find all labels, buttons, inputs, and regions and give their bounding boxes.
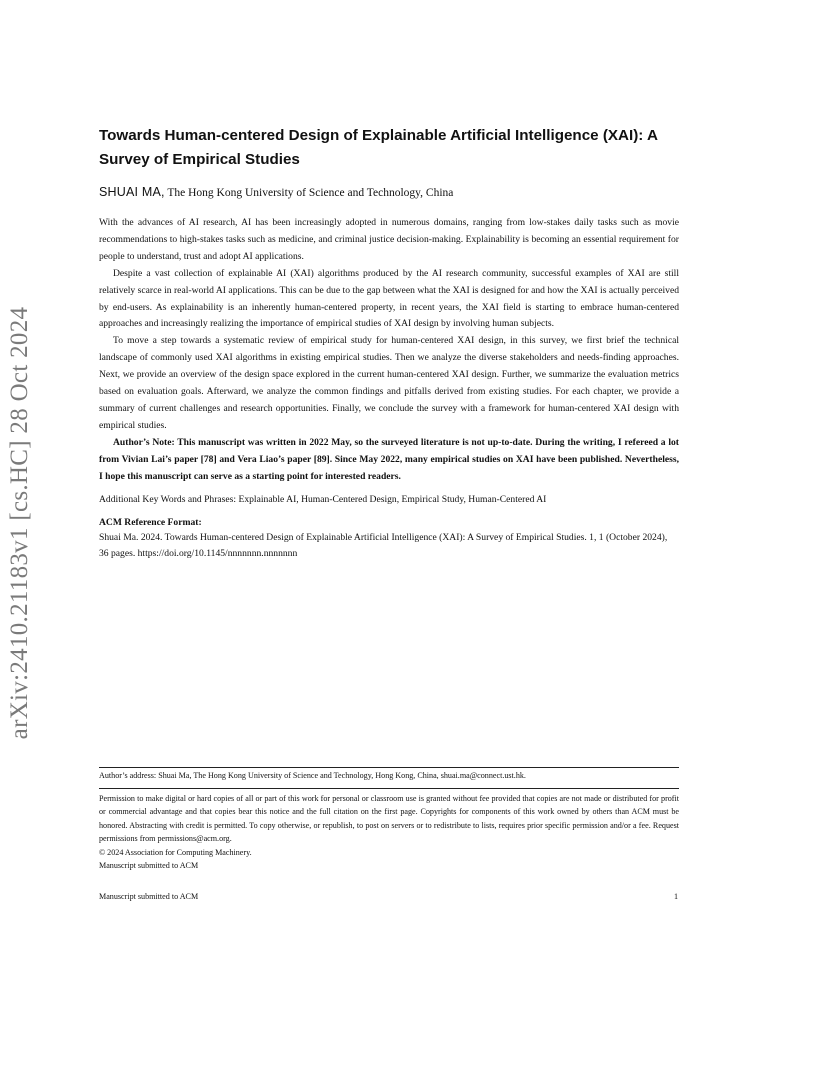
paper-title: Towards Human-centered Design of Explainable Artificial Intelligence (XAI): A Survey of Empirical Studies: [99, 127, 658, 168]
author-affiliation: The Hong Kong University of Science and Technology, China: [164, 187, 454, 199]
keywords: Additional Key Words and Phrases: Explainable AI, Human-Centered Design, Empirical Study, Human-Centered AI: [99, 493, 547, 505]
abstract-paragraph-3: To move a step towards a systematic review of empirical study for human-centered XAI design, in this survey, we first brief the technical landscape of commonly used XAI algorithms in existing empirical studies. Then we analyze the diverse stakeholders and needs-finding approaches. Next, we provide an overview of the design space explored in the current human-centered XAI design. Further, we summarize the evaluation metrics based on evaluation goals. Afterward, we analyze the common findings and pitfalls derived from existing studies. For each chapter, we provide a summary of current challenges and research opportunities. Finally, we conclude the survey with a framework for human-centered XAI design with empirical studies.: [99, 335, 679, 431]
permission-footnote-block: [99, 792, 679, 872]
acm-reference-heading: ACM Reference Format:: [99, 516, 202, 528]
footnote-divider-bottom: [99, 788, 679, 789]
abstract: [99, 215, 679, 486]
copyright-notice: © 2024 Association for Computing Machinery.: [99, 847, 252, 857]
author-address-footnote: Author’s address: Shuai Ma, The Hong Kong University of Science and Technology, Hong Kong, China, shuai.ma@connect.ust.hk.: [99, 771, 526, 780]
author-line: [99, 184, 679, 201]
footnote-divider-top: [99, 767, 679, 768]
abstract-paragraph-1: With the advances of AI research, AI has been increasingly adopted in numerous domains, ranging from low-stakes daily tasks such as movie recommendations to high-stakes tasks such as medicine, and criminal justice decision-making. Explainability is becoming an essential requirement for people to understand, trust and adopt AI applications.: [99, 217, 679, 262]
abstract-paragraph-2: Despite a vast collection of explainable AI (XAI) algorithms produced by the AI research community, successful examples of XAI are still relatively scarce in real-world AI applications. This can be due to the gap between what the XAI is designed for and how the XAI is actually perceived by end-users. As explainability is an inherently human-centered property, in recent years, the XAI field is starting to embrace human-centered approaches and increasingly realizing the importance of empirical studies of XAI design by involving human subjects.: [99, 267, 679, 330]
submission-notice: Manuscript submitted to ACM: [99, 861, 199, 871]
paper-first-page: [99, 124, 679, 563]
acm-reference-text: Shuai Ma. 2024. Towards Human-centered Design of Explainable Artificial Intelligence (XAI): A Survey of Empirical Studies. 1, 1 (October 2024), 36 pages. https://doi.org/10.1145/nnnnnnn.nnnnnnn: [99, 531, 668, 559]
page-number: 1: [674, 892, 679, 901]
permission-notice: Permission to make digital or hard copies of all or part of this work for personal or classroom use is granted without fee provided that copies are not made or distributed for profit or commercial advantage and that copies bear this notice and the full citation on the first page. Copyrights for components of this work owned by others than ACM must be honored. Abstracting with credit is permitted. To copy otherwise, or republish, to post on servers or to redistribute to lists, requires prior specific permission and/or a fee. Request permissions from permissions@acm.org.: [99, 794, 679, 844]
arxiv-stamp-text: arXiv:2410.21183v1 [cs.HC] 28 Oct 2024: [6, 306, 33, 740]
authors-note: Author’s Note: This manuscript was written in 2022 May, so the surveyed literature is not up-to-date. During the writing, I refereed a lot from Vivian Lai’s paper [78] and Vera Liao’s paper [89]. Since May 2022, many empirical studies on XAI have been published. Nevertheless, I hope this manuscript can serve as a starting point for interested readers.: [99, 436, 679, 482]
author-name: SHUAI MA,: [99, 185, 165, 199]
page-footer-label: Manuscript submitted to ACM: [99, 892, 199, 901]
